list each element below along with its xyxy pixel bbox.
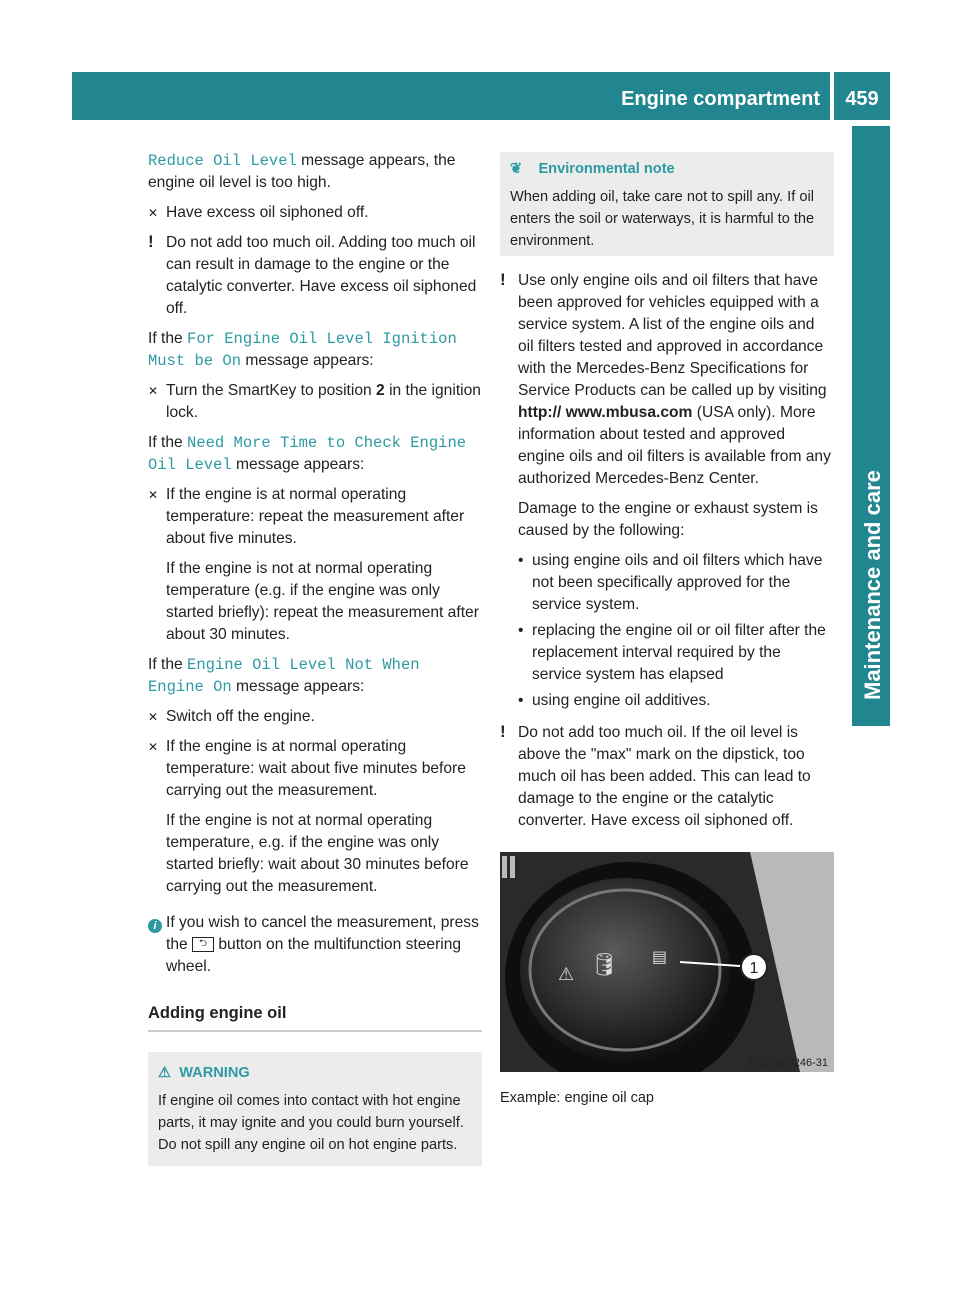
display-message: For Engine Oil Level Ignition Must be On bbox=[148, 330, 457, 370]
side-tab-label: Maintenance and care bbox=[860, 470, 885, 700]
step-arrow-icon: ✕ bbox=[148, 488, 159, 502]
warning-text: If engine oil comes into contact with hot engine parts, it may ignite and you could burn yourself. Do not spill any engine oil on hot engine parts. bbox=[158, 1093, 464, 1153]
image-code: P01.00-3246-31 bbox=[749, 1057, 828, 1069]
warning-symbol: ⚠ bbox=[558, 964, 575, 985]
step-sub-text: If the engine is not at normal operating temperature, e.g. if the engine was only started briefly: wait about 30 minutes before carrying out the measurement. bbox=[166, 812, 469, 895]
section-heading: Adding engine oil bbox=[148, 1002, 482, 1032]
environmental-note-title: ❦ Environmental note bbox=[510, 161, 675, 177]
display-message: Need More Time to Check Engine Oil Level bbox=[148, 434, 467, 474]
paragraph: If the Engine Oil Level Not When Engine On message appears: bbox=[148, 656, 420, 696]
caution-note: ! Use only engine oils and oil filters that have been approved for vehicles equipped with a service system. A list of the engine oils and oil filters tested and approved in accordance with the Mercedes-Benz Specifications for Service Products can be called up by visiting http:// www.mbusa.com (USA only). More information about tested and approved engine oils and oil filters is available from any authorized Mercedes-Benz Center. bbox=[500, 270, 831, 487]
list-item: • replacing the engine oil or oil filter after the replacement interval required by the service system has elapsed bbox=[518, 622, 826, 683]
step-item: ✕ If the engine is at normal operating temperature: repeat the measurement after about five minutes. bbox=[148, 486, 465, 547]
environmental-note-box bbox=[500, 152, 834, 256]
step-sub-text: If the engine is not at normal operating temperature (e.g. if the engine was only started briefly): repeat the measurement after about 30 minutes. bbox=[166, 560, 479, 643]
step-arrow-icon: ✕ bbox=[148, 740, 159, 754]
leaf-icon: ❦ bbox=[510, 161, 523, 177]
oil-can-symbol: 🛢 bbox=[590, 953, 618, 978]
image-caption: Example: engine oil cap bbox=[500, 1090, 654, 1106]
step-arrow-icon: ✕ bbox=[148, 710, 159, 724]
warning-triangle-icon: ⚠ bbox=[158, 1065, 172, 1081]
display-message: Reduce Oil Level bbox=[148, 152, 297, 170]
info-note: i If you wish to cancel the measurement, press the ⮌ button on the multifunction steering wheel. bbox=[148, 912, 482, 978]
back-button-icon: ⮌ bbox=[192, 937, 214, 952]
caution-note: ! Do not add too much oil. Adding too much oil can result in damage to the engine or the catalytic converter. Have excess oil siphoned off. bbox=[148, 232, 477, 317]
step-item: ✕ Turn the SmartKey to position 2 in the ignition lock. bbox=[148, 382, 481, 421]
step-arrow-icon: ✕ bbox=[148, 206, 159, 220]
paragraph: If the For Engine Oil Level Ignition Must be On message appears: bbox=[148, 330, 457, 370]
info-icon: i bbox=[148, 913, 162, 935]
paragraph: Reduce Oil Level message appears, the engine oil level is too high. bbox=[148, 152, 456, 191]
warning-box bbox=[148, 1052, 482, 1166]
exclamation-icon: ! bbox=[500, 722, 506, 741]
website-link[interactable]: http:// www.mbusa.com bbox=[518, 404, 693, 421]
engine-oil-cap-photo bbox=[500, 852, 834, 1072]
step-item: ✕ Switch off the engine. bbox=[148, 706, 482, 728]
step-item: ✕ Have excess oil siphoned off. bbox=[148, 202, 482, 224]
callout-number: 1 bbox=[749, 960, 759, 977]
page-title: Engine compartment bbox=[621, 88, 820, 110]
step-item: ✕ If the engine is at normal operating temperature: wait about five minutes before carrying out the measurement. bbox=[148, 738, 466, 799]
display-message: Engine Oil Level Not When Engine On bbox=[148, 656, 420, 696]
paragraph: If the Need More Time to Check Engine Oil Level message appears: bbox=[148, 434, 467, 474]
list-item: • using engine oils and oil filters which have not been specifically approved for the service system. bbox=[518, 552, 823, 613]
right-column bbox=[500, 152, 834, 1109]
warning-title: ⚠ WARNING bbox=[158, 1065, 250, 1081]
exclamation-icon: ! bbox=[500, 270, 506, 289]
manual-symbol: ▤ bbox=[652, 947, 668, 966]
left-column bbox=[148, 150, 482, 1166]
exclamation-icon: ! bbox=[148, 232, 154, 251]
page-number: 459 bbox=[845, 88, 879, 110]
caution-note: ! Do not add too much oil. If the oil level is above the "max" mark on the dipstick, too much oil has been added. This can lead to damage to the engine or the catalytic converter. Have excess oil siphoned off. bbox=[500, 722, 811, 829]
list-item: • using engine oil additives. bbox=[518, 692, 711, 709]
environmental-note-text: When adding oil, take care not to spill any. If oil enters the soil or waterways, it is harmful to the environment. bbox=[510, 189, 815, 249]
step-arrow-icon: ✕ bbox=[148, 384, 159, 398]
caution-continuation: Damage to the engine or exhaust system is caused by the following: bbox=[518, 500, 818, 539]
